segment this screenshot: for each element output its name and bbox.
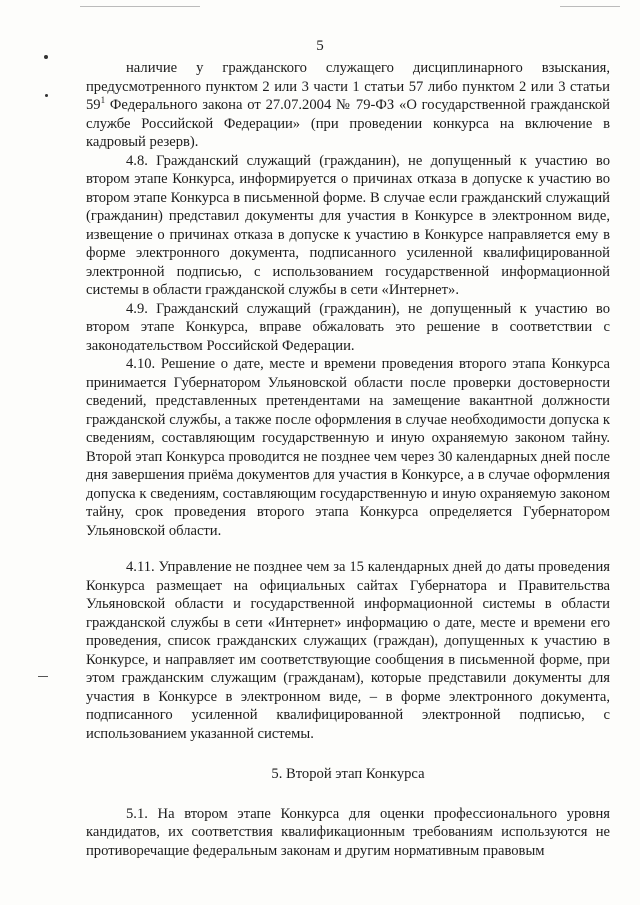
paragraph-4-8: 4.8. Гражданский служащий (гражданин), не допущенный к участию во втором этапе Конкурса, информируется о причинах отказа в допуске к участию во втором этапе Конкурса в письменной форме. В случае если гражданский служащий (гражданин) представил документы для участия в Конкурсе в электронном виде, извещение о причинах отказа в допуске к участию в Конкурсе направляется ему в форме электронного документа, подписанного усиленной квалифицированной электронной подписью, с использованием государственной информационной системы в области гражданской службы в сети «Интернет».	[86, 152, 610, 298]
section-heading: 5. Второй этап Конкурса	[271, 766, 425, 782]
scan-mark	[45, 94, 48, 97]
scan-noise	[80, 6, 200, 7]
page-number: 5	[316, 38, 324, 54]
paragraph-continuation: наличие у гражданского служащего дисциплинарного взыскания, предусмотренного пунктом 2 или 3 части 1 статьи 57 либо пунктом 2 или 3 статьи $59^1$ Федерального закона от 27.07.2004 № 79-ФЗ «О государственной гражданской службе Российской Федерации» (при проведении конкурса на включение в кадровый резерв).	[86, 60, 610, 150]
margin-dash	[38, 676, 48, 677]
scan-noise	[560, 6, 620, 7]
scan-mark	[44, 55, 48, 59]
document-body	[86, 59, 610, 860]
paragraph-4-9: 4.9. Гражданский служащий (гражданин), не допущенный к участию во втором этапе Конкурса, вправе обжаловать это решение в соответствии с законодательством Российской Федерации.	[86, 300, 610, 354]
paragraph-5-1: 5.1. На втором этапе Конкурса для оценки профессионального уровня кандидатов, их соответствия квалификационным требованиям используются не противоречащие федеральным законам и другим нормативным правовым	[86, 805, 610, 859]
superscript: 1	[100, 95, 106, 106]
paragraph-4-11: 4.11. Управление не позднее чем за 15 календарных дней до даты проведения Конкурса размещает на официальных сайтах Губернатора и Правительства Ульяновской области и государственной информационной системы в области гражданской службы в сети «Интернет» информацию о дате, месте и времени его проведения, список гражданских служащих (граждан), допущенных к участию в Конкурсе, и направляет им соответствующие сообщения в письменной форме, при этом гражданским служащим (гражданам), которые представили документы для участия в Конкурсе в электронном виде, – в форме электронного документа, подписанного усиленной квалифицированной электронной подписью, с использованием указанной системы.	[86, 559, 610, 742]
paragraph-4-10: 4.10. Решение о дате, месте и времени проведения второго этапа Конкурса принимается Губернатором Ульяновской области после проверки достоверности сведений, представленных претендентами на замещение вакантной должности гражданской службы, а также после оформления в случае необходимости допуска к сведениям, составляющим государственную и иную охраняемую законом тайну. Второй этап Конкурса проводится не позднее чем через 30 календарных дней после дня завершения приёма документов для участия в Конкурсе, а в случае оформления допуска к сведениям, составляющим государственную и иную охраняемую законом тайну, срок проведения второго этапа Конкурса определяется Губернатором Ульяновской области.	[86, 356, 610, 539]
